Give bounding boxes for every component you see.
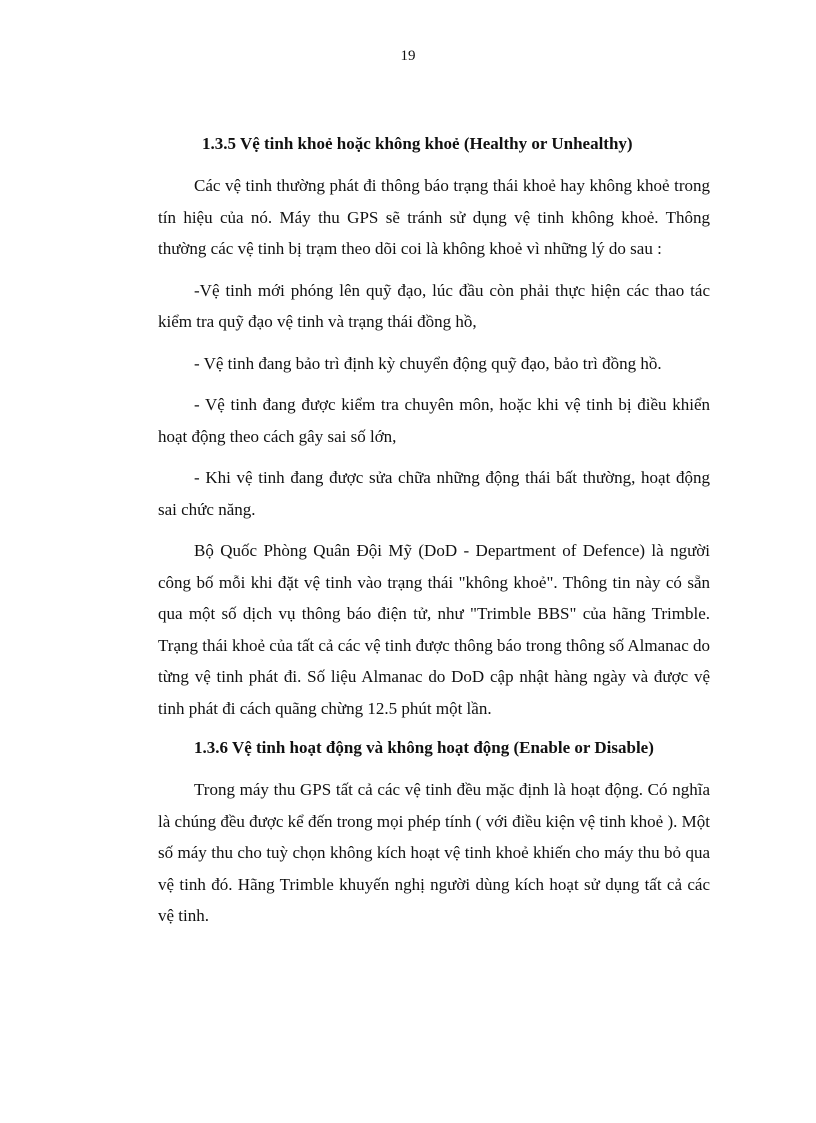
paragraph-healthy-intro: Các vệ tinh thường phát đi thông báo trạng thái khoẻ hay không khoẻ trong tín hiệu của nó. Máy thu GPS sẽ tránh sử dụng vệ tinh không khoẻ. Thông thường các vệ tinh bị trạm theo dõi coi là không khoẻ vì những lý do sau :	[158, 176, 710, 258]
list-item-unhealthy-reason: - Vệ tinh đang được kiểm tra chuyên môn, hoặc khi vệ tinh bị điều khiển hoạt động theo cách gây sai số lớn,	[158, 395, 710, 446]
page-number: 19	[400, 48, 416, 64]
page-body	[158, 130, 710, 932]
paragraph-enable-disable: Trong máy thu GPS tất cả các vệ tinh đều mặc định là hoạt động. Có nghĩa là chúng đều được kể đến trong mọi phép tính ( với điều kiện vệ tinh khoẻ ). Một số máy thu cho tuỳ chọn không kích hoạt vệ tinh khoẻ khiến cho máy thu bỏ qua vệ tinh đó. Hãng Trimble khuyến nghị người dùng kích hoạt sử dụng tất cả các vệ tinh.	[158, 780, 710, 925]
section-heading-1-3-5: 1.3.5 Vệ tinh khoẻ hoặc không khoẻ (Healthy or Unhealthy)	[202, 134, 633, 153]
list-item-unhealthy-reason: -Vệ tinh mới phóng lên quỹ đạo, lúc đầu còn phải thực hiện các thao tác kiểm tra quỹ đạo vệ tinh và trạng thái đồng hồ,	[158, 280, 710, 331]
paragraph-dod-notice: Bộ Quốc Phòng Quân Đội Mỹ (DoD - Department of Defence) là người công bố mỗi khi đặt vệ tinh vào trạng thái "không khoẻ". Thông tin này có sẵn qua một số dịch vụ thông báo điện tử, như "Trimble BBS" của hãng Trimble. Trạng thái khoẻ của tất cả các vệ tinh được thông báo trong thông số Almanac do từng vệ tinh phát đi. Số liệu Almanac do DoD cập nhật hàng ngày và được vệ tinh phát đi cách quãng chừng 12.5 phút một lần.	[158, 541, 710, 718]
section-heading-1-3-6: 1.3.6 Vệ tinh hoạt động và không hoạt động (Enable or Disable)	[194, 738, 654, 757]
list-item-unhealthy-reason: - Khi vệ tinh đang được sửa chữa những động thái bất thường, hoạt động sai chức năng.	[158, 468, 710, 519]
list-item-unhealthy-reason: - Vệ tinh đang bảo trì định kỳ chuyển động quỹ đạo, bảo trì đồng hồ.	[194, 353, 662, 373]
